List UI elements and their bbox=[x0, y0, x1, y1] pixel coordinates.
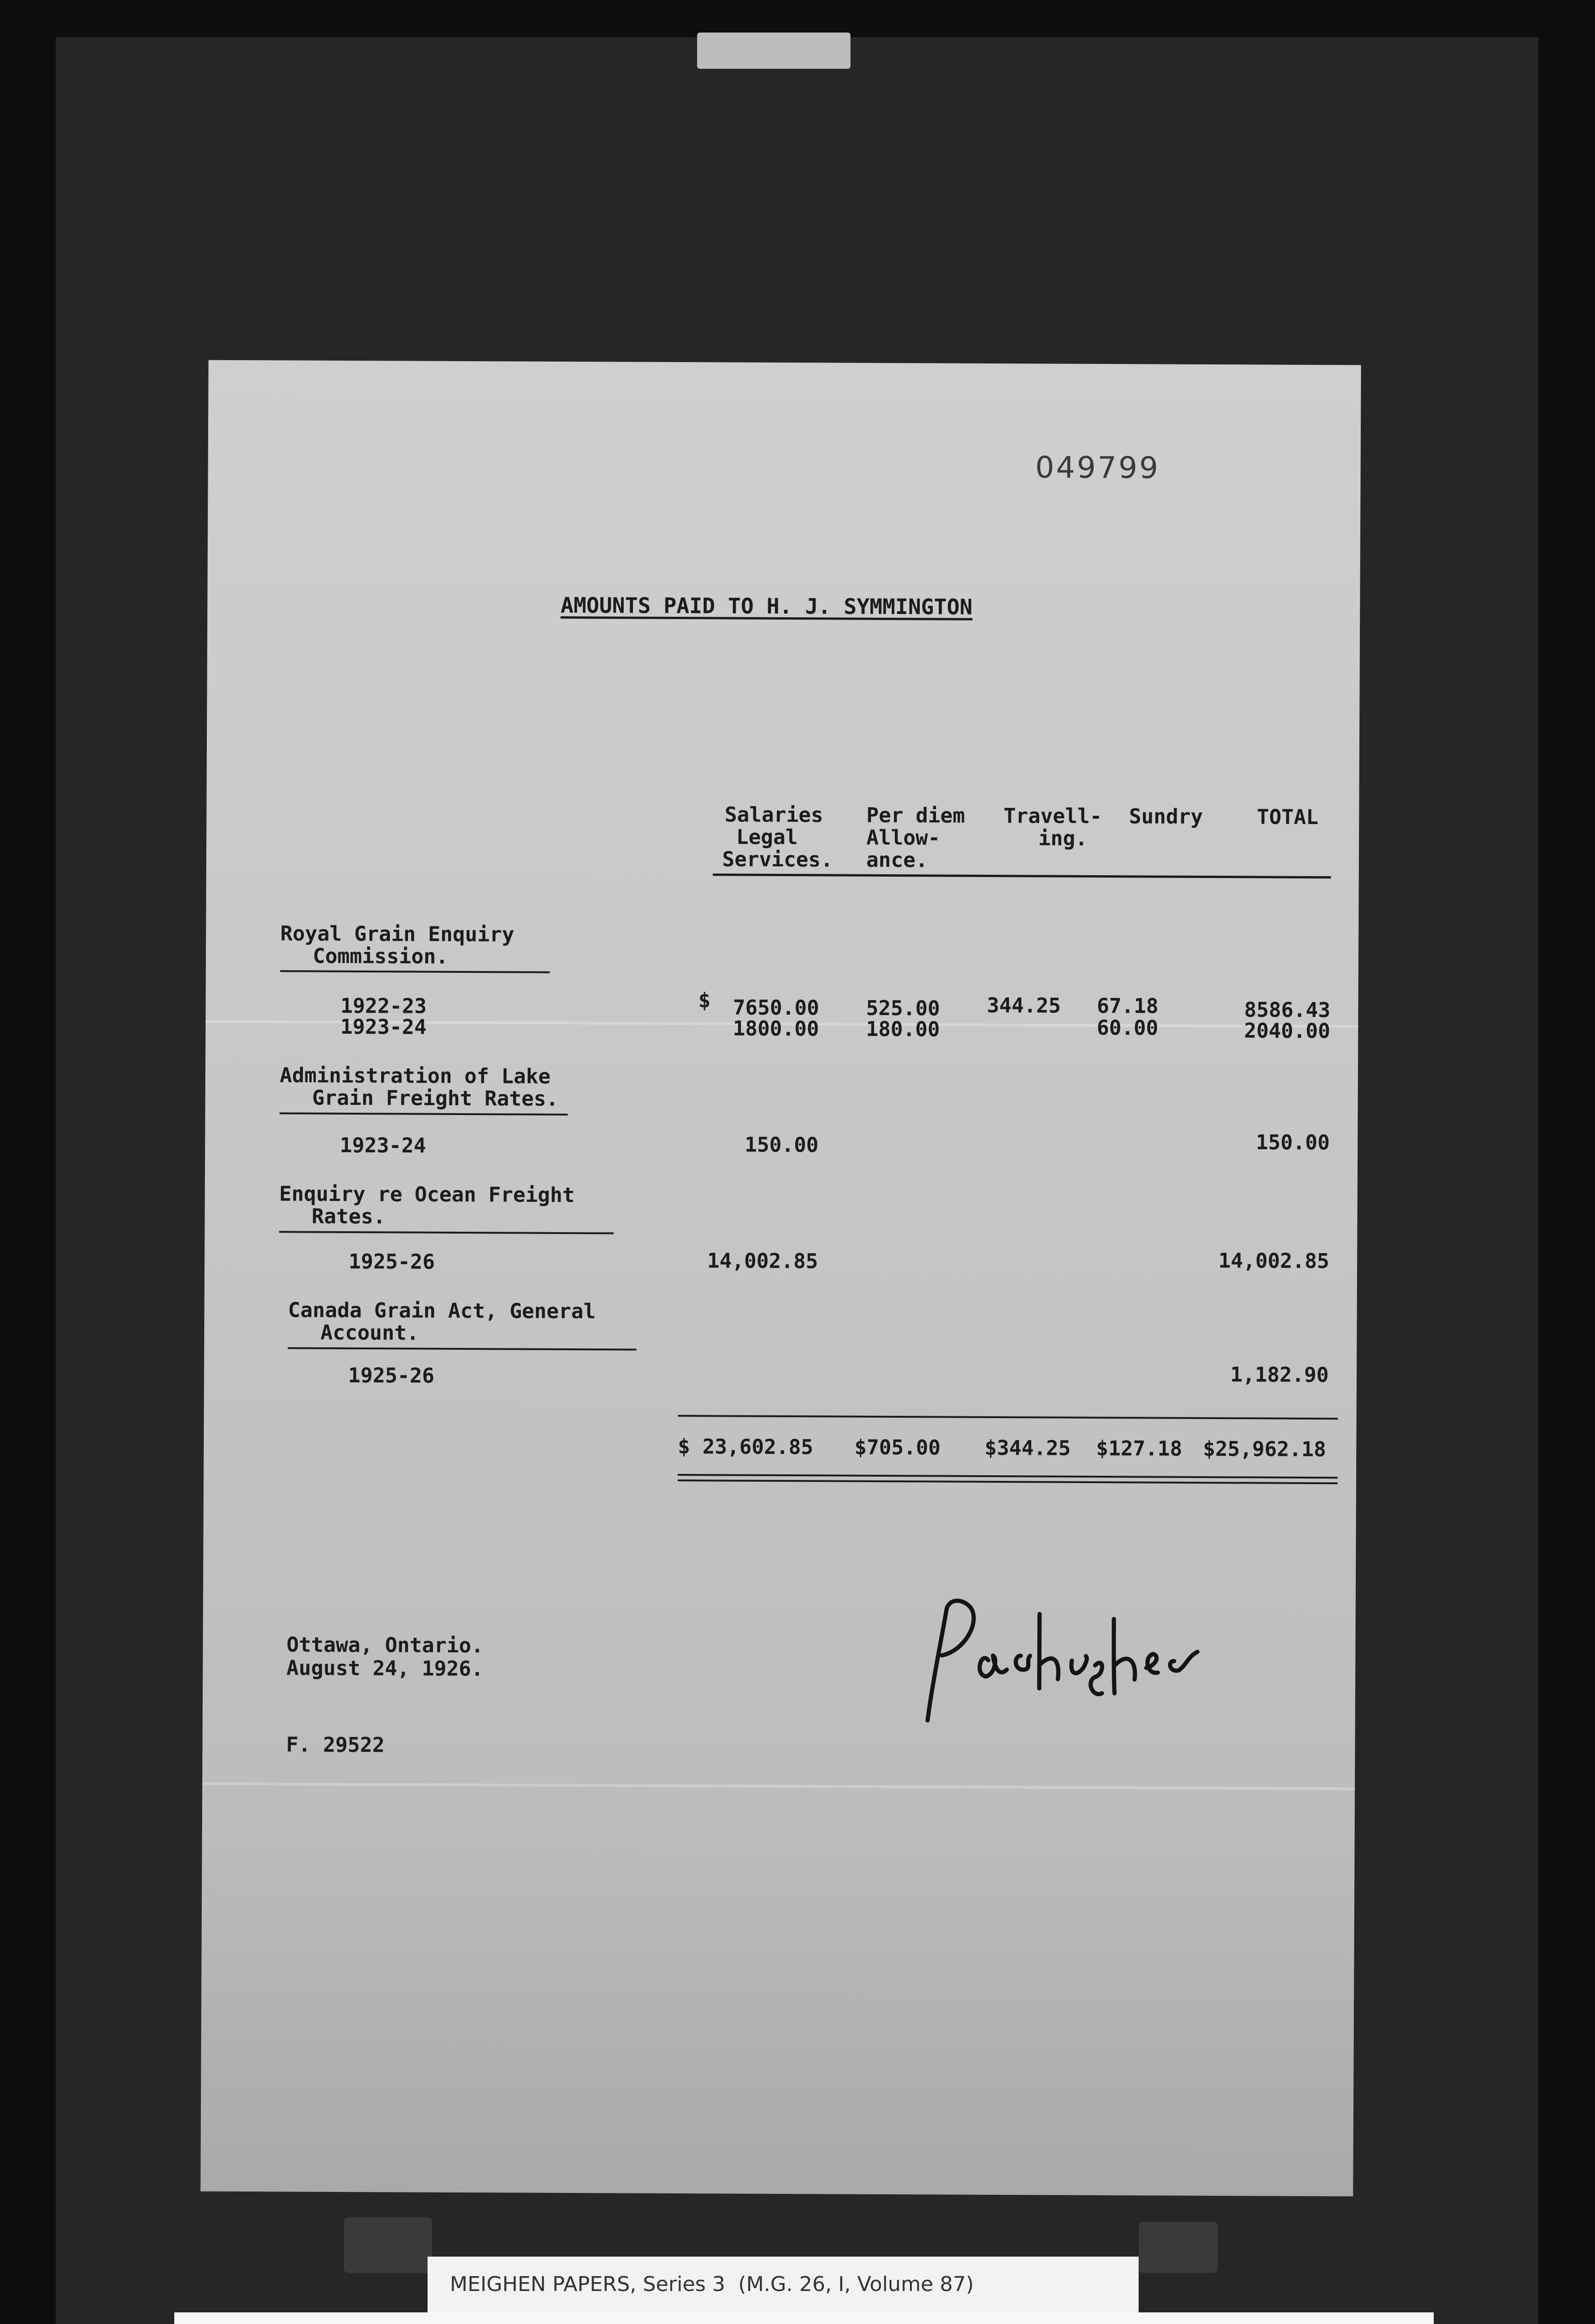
signature bbox=[900, 1581, 1272, 1736]
document-title: AMOUNTS PAID TO H. J. SYMMINGTON bbox=[560, 592, 973, 620]
heading-rule bbox=[280, 1112, 568, 1116]
totals-row: $ 23,602.85 $705.00 $344.25 $127.18 $25,962.18 bbox=[678, 1435, 1326, 1462]
section-heading: Administration of Lake bbox=[279, 1063, 551, 1089]
section-heading: Grain Freight Rates. bbox=[312, 1086, 559, 1111]
heading-rule bbox=[279, 1231, 613, 1234]
totals-rule-top bbox=[678, 1415, 1338, 1419]
date: August 24, 1926. bbox=[286, 1656, 484, 1681]
table-row: 1925-26 14,002.85 14,002.85 bbox=[349, 1249, 1330, 1274]
column-header-salaries: Salaries Legal Services. bbox=[722, 803, 833, 872]
section-heading: Royal Grain Enquiry bbox=[280, 922, 514, 947]
column-header-sundry: Sundry bbox=[1129, 805, 1203, 829]
tape-right bbox=[1139, 2222, 1218, 2273]
heading-rule bbox=[280, 970, 550, 973]
place: Ottawa, Ontario. bbox=[286, 1633, 484, 1658]
fold-line bbox=[202, 1783, 1355, 1790]
table-row: 1925-26 1,182.90 bbox=[348, 1363, 1329, 1388]
file-reference: F. 29522 bbox=[286, 1733, 385, 1757]
document-page bbox=[200, 360, 1361, 2197]
stamp-number: 049799 bbox=[1035, 450, 1160, 486]
column-header-total: TOTAL bbox=[1257, 805, 1318, 830]
section-heading: Canada Grain Act, General bbox=[288, 1298, 596, 1324]
top-clip bbox=[697, 33, 850, 69]
totals-rule-double bbox=[678, 1479, 1338, 1484]
archive-label bbox=[174, 2312, 1434, 2324]
column-header-per-diem: Per diem Allow- ance. bbox=[866, 803, 965, 872]
tape-left bbox=[344, 2217, 432, 2273]
column-header-travelling: Travell- ing. bbox=[1003, 804, 1102, 851]
section-heading: Account. bbox=[320, 1320, 419, 1345]
section-heading: Commission. bbox=[312, 944, 448, 969]
table-row: 1923-24 150.00 150.00 bbox=[340, 1130, 1330, 1158]
header-rule bbox=[713, 873, 1331, 878]
section-heading: Rates. bbox=[311, 1204, 386, 1229]
table-row: 1922-23 $ 7650.00 525.00 344.25 67.18 8586.43 bbox=[340, 989, 1331, 1023]
totals-rule-double bbox=[678, 1474, 1338, 1479]
heading-rule bbox=[288, 1347, 636, 1350]
archive-reference-label: MEIGHEN PAPERS, Series 3 (M.G. 26, I, Volume 87) bbox=[428, 2257, 1139, 2312]
table-row: 1923-24 1800.00 180.00 60.00 2040.00 bbox=[340, 1015, 1331, 1043]
section-heading: Enquiry re Ocean Freight bbox=[279, 1182, 575, 1208]
